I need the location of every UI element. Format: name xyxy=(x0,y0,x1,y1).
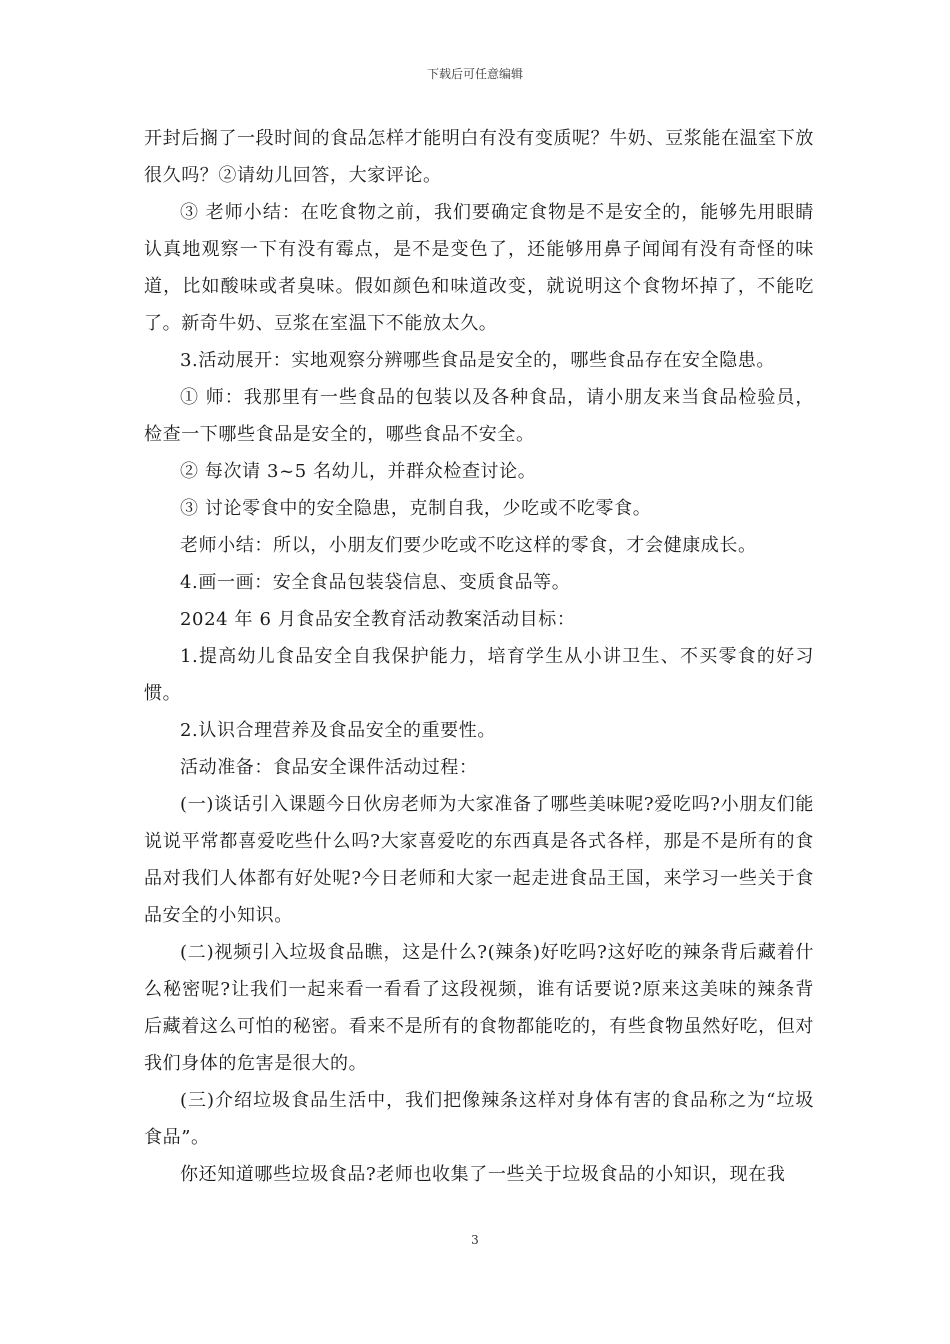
paragraph: 你还知道哪些垃圾食品?老师也收集了一些关于垃圾食品的小知识，现在我 xyxy=(180,1164,786,1185)
paragraph: 2.认识合理营养及食品安全的重要性。 xyxy=(180,720,496,741)
paragraph: 活动准备：食品安全课件活动过程： xyxy=(180,757,478,778)
paragraph: 1.提高幼儿食品安全自我保护能力，培育学生从小讲卫生、不买零食的好习惯。 xyxy=(144,646,814,704)
paragraph: 老师小结：所以，小朋友们要少吃或不吃这样的零食，才会健康成长。 xyxy=(180,535,757,556)
paragraph: (三)介绍垃圾食品生活中，我们把像辣条这样对身体有害的食品称之为“垃圾食品”。 xyxy=(144,1090,814,1148)
paragraph: ② 每次请 3~5 名幼儿，并群众检查讨论。 xyxy=(180,461,537,482)
paragraph: (一)谈话引入课题今日伙房老师为大家准备了哪些美味呢?爱吃吗?小朋友们能说说平常都喜爱吃些什么吗?大家喜爱吃的东西真是各式各样，那是不是所有的食品对我们人体都有好处呢?今日老师和大家一起走进食品王国，来学习一些关于食品安全的小知识。 xyxy=(144,794,814,926)
document-body xyxy=(144,120,814,1193)
paragraph: 2024 年 6 月食品安全教育活动教案活动目标： xyxy=(180,609,576,630)
page-number: 3 xyxy=(471,1233,479,1247)
paragraph: ① 师：我那里有一些食品的包装以及各种食品，请小朋友来当食品检验员，检查一下哪些食品是安全的，哪些食品不安全。 xyxy=(144,387,814,445)
paragraph: 开封后搁了一段时间的食品怎样才能明白有没有变质呢？牛奶、豆浆能在温室下放很久吗？②请幼儿回答，大家评论。 xyxy=(144,128,814,186)
paragraph: (二)视频引入垃圾食品瞧，这是什么?(辣条)好吃吗?这好吃的辣条背后藏着什么秘密呢?让我们一起来看一看看了这段视频，谁有话要说?原来这美味的辣条背后藏着这么可怕的秘密。看来不是所有的食物都能吃的，有些食物虽然好吃，但对我们身体的危害是很大的。 xyxy=(144,942,814,1074)
paragraph: ③ 讨论零食中的安全隐患，克制自我，少吃或不吃零食。 xyxy=(180,498,652,519)
paragraph: 3.活动展开：实地观察分辨哪些食品是安全的，哪些食品存在安全隐患。 xyxy=(180,350,775,371)
paragraph: 4.画一画：安全食品包装袋信息、变质食品等。 xyxy=(180,572,571,593)
page-header: 下载后可任意编辑 xyxy=(426,67,523,81)
paragraph: ③ 老师小结：在吃食物之前，我们要确定食物是不是安全的，能够先用眼睛认真地观察一下有没有霉点，是不是变色了，还能够用鼻子闻闻有没有奇怪的味道，比如酸味或者臭味。假如颜色和味道改变，就说明这个食物坏掉了，不能吃了。新奇牛奶、豆浆在室温下不能放太久。 xyxy=(144,202,814,334)
